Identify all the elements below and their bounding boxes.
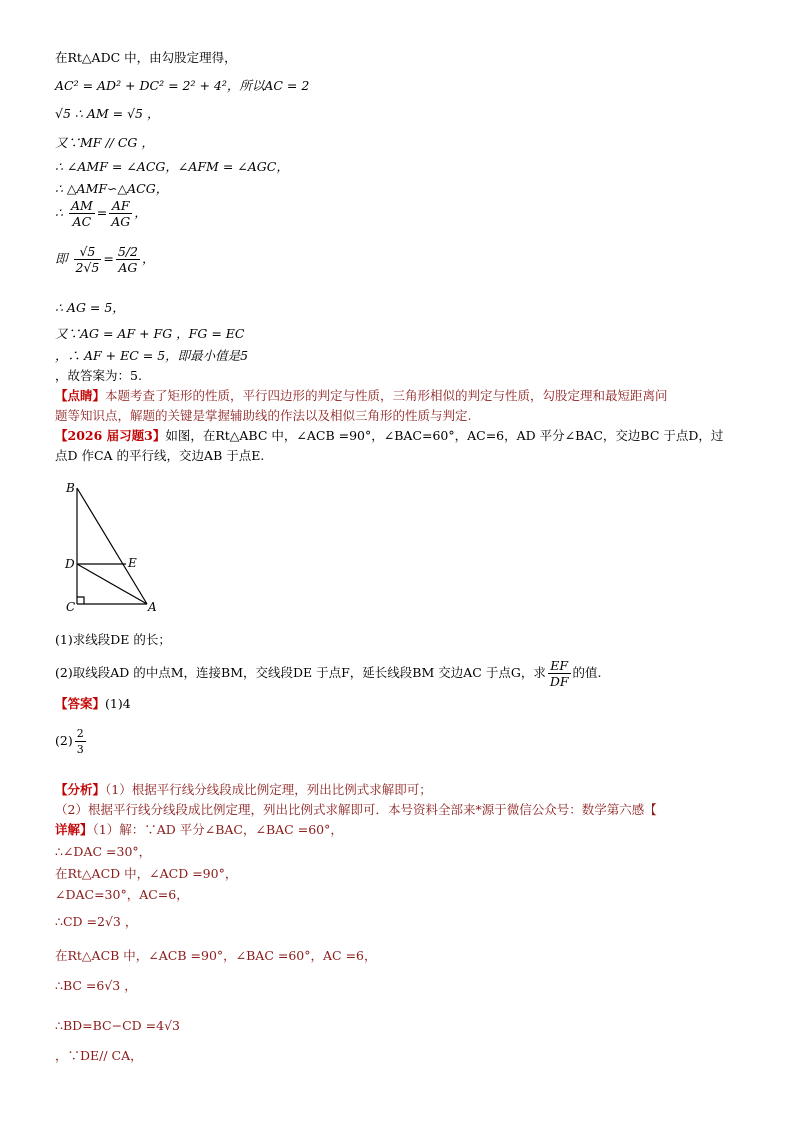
answer-text: (1)4 — [105, 696, 131, 711]
fraction — [69, 198, 95, 229]
fraction-equation-line: 即 $\frac{√5}{2√5}$ = $\frac{5/2}{AG}$ ， — [55, 244, 155, 275]
segment-ba — [77, 488, 147, 604]
detail-line: 在Rt△ACB 中，∠ACB =90°，∠BAC =60°，AC =6， — [55, 948, 377, 963]
denominator: AG — [111, 214, 131, 229]
analysis-line: （2）根据平行线分线段成比例定理，列出比例式求解即可．本号资料全部来*源于微信公众号：数学第六感【 — [55, 802, 657, 817]
analysis-line — [55, 782, 432, 798]
detail-line: ∴BD=BC−CD =4√3 — [55, 1018, 180, 1033]
detail-tag: 详解】 — [55, 822, 93, 837]
vertex-label-c: C — [66, 600, 76, 614]
answer-line — [55, 696, 131, 712]
fraction-equation-line: ∴ $\frac{AM}{AC}$ = $\frac{AF}{AG}$ ， — [55, 198, 147, 229]
text-line: AC² = AD² + DC² = 2² + 4²，所以AC = 2 — [55, 78, 310, 93]
question-line: 点D 作CA 的平行线，交边AB 于点E. — [55, 448, 265, 463]
answer-line — [55, 726, 88, 757]
denominator: 3 — [76, 743, 84, 756]
denominator: AC — [72, 214, 92, 229]
detail-line: ，∵DE// CA， — [55, 1048, 143, 1063]
fraction — [75, 726, 86, 757]
numerator: EF — [548, 658, 571, 674]
detail-line: ∴CD =2√3 ， — [55, 914, 138, 929]
detail-line — [55, 822, 343, 838]
text-line: ，∴ AF + EC = 5，即最小值是5 — [55, 348, 249, 363]
text-line: 在Rt△ADC 中，由勾股定理得， — [55, 50, 237, 65]
question-text: 如图，在Rt△ABC 中，∠ACB =90°，∠BAC=60°，AC=6，AD 平分∠BAC，交边BC 于点D，过 — [165, 428, 724, 443]
detail-line: ∠DAC=30°，AC=6， — [55, 887, 189, 902]
comment-line: 题等知识点，解题的关键是掌握辅助线的作法以及相似三角形的性质与判定. — [55, 408, 472, 423]
denominator: AG — [118, 260, 138, 275]
analysis-text: （1）根据平行线分线段成比例定理，列出比例式求解即可； — [105, 782, 432, 797]
comment-tag: 【点睛】 — [55, 388, 106, 403]
detail-line: ∴∠DAC =30°， — [55, 844, 152, 859]
numerator: √5 — [74, 244, 102, 260]
detail-line: 在Rt△ACD 中，∠ACD =90°， — [55, 866, 238, 881]
analysis-tag: 【分析】 — [55, 782, 106, 797]
fraction — [74, 244, 102, 275]
answer-tag: 【答案】 — [55, 696, 106, 711]
text-line: 又∵AG = AF + FG ，FG = EC — [55, 326, 245, 341]
sub-question-text: (2)取线段AD 的中点M，连接BM，交线段DE 于点F，延长线段BM 交边AC 于点G，求 — [55, 665, 546, 680]
numerator: AF — [109, 198, 132, 214]
vertex-label-d: D — [65, 557, 75, 571]
sub-question — [55, 658, 602, 689]
triangle-figure — [55, 478, 185, 618]
vertex-label-b: B — [66, 481, 75, 495]
question-tag: 【2026 届习题3】 — [55, 428, 166, 443]
fraction — [109, 198, 132, 229]
text-line: ∴ △AMF∽△ACG， — [55, 181, 169, 196]
fraction — [116, 244, 140, 275]
detail-text: （1）解：∵AD 平分∠BAC，∠BAC =60°， — [92, 822, 343, 837]
vertex-label-a: A — [148, 600, 157, 614]
text-line: 又∵MF // CG ， — [55, 135, 154, 150]
numerator: 2 — [76, 727, 84, 740]
comment-line — [55, 388, 668, 404]
right-angle-mark — [77, 597, 84, 604]
equation-prefix: 即 — [55, 251, 68, 266]
question-line — [55, 428, 723, 444]
numerator: 5/2 — [117, 244, 138, 259]
text-line: ∴ ∠AMF = ∠ACG，∠AFM = ∠AGC， — [55, 159, 289, 174]
comment-text: 本题考查了矩形的性质，平行四边形的判定与性质，三角形相似的判定与性质，勾股定理和最短距离问 — [105, 388, 668, 403]
fraction — [548, 658, 571, 689]
text-line: ∴ AG = 5， — [55, 300, 125, 315]
denominator: DF — [549, 674, 569, 689]
equation-prefix: ∴ — [55, 205, 63, 220]
equation-suffix: ， — [141, 251, 155, 266]
segment-da — [77, 564, 147, 604]
numerator: AM — [70, 198, 93, 213]
text-line: ，故答案为：5. — [55, 368, 142, 383]
equation-suffix: ， — [134, 205, 147, 220]
answer-text: (2) — [55, 733, 73, 748]
detail-line: ∴BC =6√3 ， — [55, 978, 137, 993]
denominator: 2√5 — [75, 260, 100, 275]
sub-question-text: 的值. — [572, 665, 602, 680]
text-line: √5 ∴ AM = √5 ， — [55, 106, 160, 121]
vertex-label-e: E — [128, 556, 137, 570]
sub-question: (1)求线段DE 的长； — [55, 632, 171, 647]
